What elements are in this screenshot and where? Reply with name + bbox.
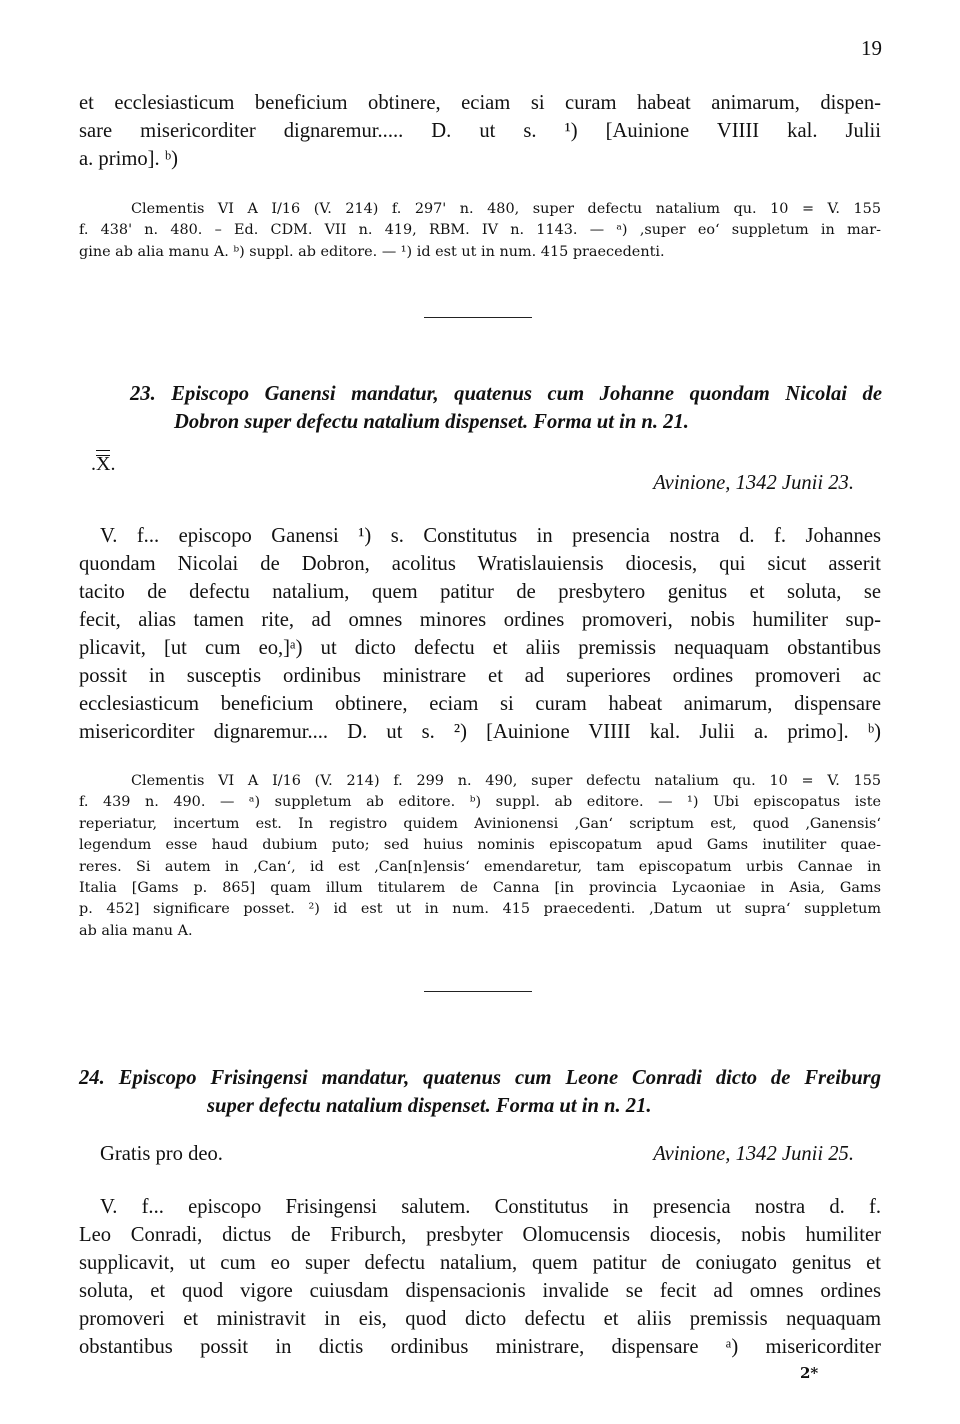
text-line: et ecclesiasticum beneficium obtinere, eciam si curam habeat animarum, dispen- bbox=[79, 92, 881, 114]
footnote-line: Italia [Gams p. 865] quam illum titularem de Canna [in provincia Lycaoniae in Asia, Gams bbox=[79, 880, 881, 897]
document-22-continuation bbox=[79, 89, 881, 173]
footnote-line: p. 452] significare posset. ²) id est ut in num. 415 praecedenti. ‚Datum ut supra‘ suppletum bbox=[79, 901, 881, 918]
marginal-prefix: . bbox=[91, 453, 96, 475]
text-line: quondam Nicolai de Dobron, acolitus Wratislauiensis diocesis, qui sicut asserit bbox=[79, 553, 881, 575]
marginal-suffix: . bbox=[110, 453, 116, 475]
document-24-date: Avinione, 1342 Junii 25. bbox=[653, 1143, 854, 1165]
text-line: misericorditer dignaremur.... D. ut s. ²) [Auinione VIIII kal. Julii a. primo]. ᵇ) bbox=[79, 721, 881, 743]
document-23-text bbox=[79, 522, 881, 746]
heading-line: super defectu natalium dispenset. Forma ut in n. 21. bbox=[207, 1095, 652, 1117]
text-line: fecit, alias tamen rite, ad omnes minores ordines promoveri, nobis humiliter sup- bbox=[79, 609, 881, 631]
text-line: supplicavit, ut cum eo super defectu natalium, quem patitur de coniugato genitus et bbox=[79, 1252, 881, 1274]
heading-line bbox=[79, 1064, 881, 1092]
footnote-line: Clementis VI A I/16 (V. 214) f. 297' n. 480, super defectu natalium qu. 10 = V. 155 bbox=[131, 201, 881, 217]
footnote-line: gine ab alia manu A. ᵇ) suppl. ab editore. — ¹) id est ut in num. 415 praecedenti. bbox=[79, 243, 665, 260]
text-line: promoveri et ministravit in eis, quod dicto defectu et aliis premissis nequaquam bbox=[79, 1308, 881, 1330]
document-number: 23. bbox=[130, 383, 156, 405]
document-23-heading bbox=[130, 380, 882, 436]
document-22-footnotes bbox=[79, 199, 881, 263]
text-line: sare misericorditer dignaremur..... D. ut s. ¹) [Auinione VIIII kal. Julii bbox=[79, 120, 881, 142]
text-line: soluta, et quod vigore cuiusdam dispensacionis invalide se fecit ad omnes ordines bbox=[79, 1280, 881, 1302]
heading-text: Episcopo Ganensi mandatur, quatenus cum Johanne quondam Nicolai de bbox=[171, 383, 882, 405]
document-23-date: Avinione, 1342 Junii 23. bbox=[653, 472, 854, 494]
text-line: a. primo]. ᵇ) bbox=[79, 148, 179, 170]
section-divider bbox=[424, 317, 532, 318]
text-line: possit in susceptis ordinibus ministrare et ad superiores ordines promoveri ac bbox=[79, 665, 881, 687]
document-24-heading bbox=[79, 1064, 881, 1120]
footnote-line: f. 438' n. 480. – Ed. CDM. VII n. 419, RBM. IV n. 1143. — ᵃ) ‚super eo‘ suppletum in mar- bbox=[79, 222, 881, 239]
footnote-line: reperiatur, incertum est. In registro quidem Avinionensi ‚Gan‘ scriptum est, quod ‚Ganensis‘ bbox=[79, 815, 881, 832]
text-line: tacito de defectu natalium, quem patitur de presbytero genitus et soluta, se bbox=[79, 581, 881, 603]
footnote-line: f. 439 n. 490. — ᵃ) suppletum ab editore. ᵇ) suppl. ab editore. — ¹) Ubi episcopatus iste bbox=[79, 794, 881, 811]
page-number: 19 bbox=[861, 36, 882, 60]
text-line: Leo Conradi, dictus de Friburch, presbyter Olomucensis diocesis, nobis humiliter bbox=[79, 1224, 881, 1246]
text-line: plicavit, [ut cum eo,]ᵃ) ut dicto defectu et aliis premissis nequaquam obstantibus bbox=[79, 637, 881, 659]
heading-line: Dobron super defectu natalium dispenset. Forma ut in n. 21. bbox=[174, 411, 689, 433]
text-line: ecclesiasticum beneficium obtinere, eciam si curam habeat animarum, dispensare bbox=[79, 693, 881, 715]
text-line: V. f... episcopo Frisingensi salutem. Constitutus in presencia nostra d. f. bbox=[100, 1196, 881, 1218]
marginal-mark bbox=[91, 452, 115, 476]
section-divider bbox=[424, 991, 532, 992]
marginal-letter: X bbox=[96, 453, 111, 475]
text-line: V. f... episcopo Ganensi ¹) s. Constitutus in presencia nostra d. f. Johannes bbox=[100, 525, 881, 547]
footnote-line: reres. Si autem in ‚Can‘, id est ‚Can[n]ensis‘ emendaretur, tam episcopatum urbis Cannae in bbox=[79, 858, 881, 875]
heading-line bbox=[130, 380, 882, 408]
document-23-footnotes bbox=[79, 771, 881, 942]
document-24-text bbox=[79, 1193, 881, 1361]
signature-mark: 2* bbox=[800, 1364, 819, 1382]
heading-text: Episcopo Frisingensi mandatur, quatenus cum Leone Conradi dicto de Freiburg bbox=[118, 1067, 881, 1089]
text-line: obstantibus possit in dictis ordinibus ministrare, dispensare ᵃ) misericorditer bbox=[79, 1336, 881, 1358]
footnote-line: legendum esse haud dubium puto; sed huius nominis episcopatum apud Gams inutiliter quae- bbox=[79, 837, 881, 854]
gratis-note: Gratis pro deo. bbox=[100, 1143, 223, 1165]
document-number: 24. bbox=[79, 1067, 105, 1089]
footnote-line: ab alia manu A. bbox=[79, 922, 193, 939]
footnote-line: Clementis VI A I/16 (V. 214) f. 299 n. 490, super defectu natalium qu. 10 = V. 155 bbox=[131, 773, 881, 789]
